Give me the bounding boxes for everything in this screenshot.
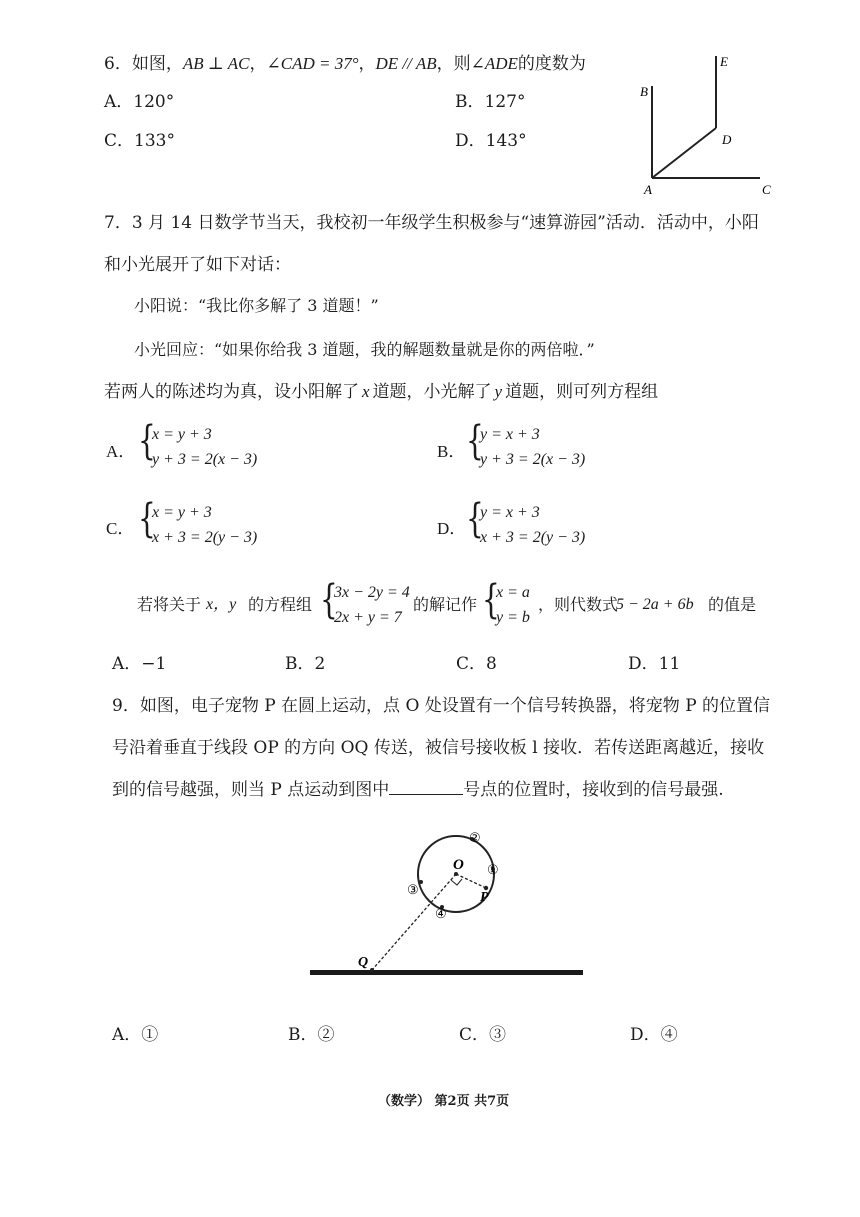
q9-stem-text: 到的信号越强，则当 P 点运动到图中 xyxy=(112,780,390,800)
option-label: D． xyxy=(628,654,659,674)
option-value: 8 xyxy=(486,654,497,674)
q8-stem-text: 若将关于 xyxy=(137,595,202,614)
option-value: 133° xyxy=(134,131,175,151)
right-angle-mark xyxy=(451,879,462,885)
q7-var-x: x xyxy=(362,382,370,401)
option-label: A． xyxy=(106,442,136,461)
option-value: 2 xyxy=(314,654,326,674)
q6-comma: ， xyxy=(249,54,267,74)
equation: x = a xyxy=(496,584,530,601)
label-e: E xyxy=(720,54,728,69)
option-label: B． xyxy=(455,92,485,112)
label-b: B xyxy=(640,84,648,99)
q8-stem-text: 的解记作 xyxy=(413,595,478,614)
brace: { xyxy=(138,418,156,464)
brace: { xyxy=(482,577,500,623)
option-label: C． xyxy=(459,1025,490,1045)
q6-stem-text: 如图， xyxy=(131,54,183,74)
option-label: D． xyxy=(437,519,467,538)
brace: { xyxy=(466,496,484,542)
option-value: ② xyxy=(317,1025,335,1045)
equation: x + 3 = 2(y − 3) xyxy=(480,529,586,546)
q6-option-a[interactable] xyxy=(104,92,174,112)
option-value: −1 xyxy=(141,654,167,674)
q8-expression: 5 − 2a + 6b xyxy=(616,596,694,613)
q7-stem-text: 若两人的陈述均为真，设小阳解了 xyxy=(104,382,359,402)
q6-option-c[interactable] xyxy=(104,131,175,151)
option-label: C． xyxy=(106,519,135,538)
equation: 3x − 2y = 4 xyxy=(334,584,410,601)
option-label: A． xyxy=(112,1025,142,1045)
q6-stem xyxy=(104,54,586,74)
q9-option-d[interactable] xyxy=(630,1025,678,1045)
q7-stem-text: 道题，则可列方程组 xyxy=(505,382,659,402)
q9-stem-line1: 9．如图，电子宠物 P 在圆上运动，点 O 处设置有一个信号转换器，将宠物 P 的位置信 xyxy=(112,696,771,716)
q6-perpendicular: AB ⊥ AC xyxy=(182,54,250,73)
brace: { xyxy=(320,577,338,623)
q7-stem-line2: 和小光展开了如下对话： xyxy=(104,255,291,275)
option-value: 120° xyxy=(133,92,175,112)
q7-stem-line3 xyxy=(104,382,658,402)
q9-option-a[interactable] xyxy=(112,1025,158,1045)
point-q xyxy=(370,968,374,972)
option-value: ④ xyxy=(660,1025,678,1045)
label-q: Q xyxy=(358,955,369,970)
option-label: C． xyxy=(456,654,487,674)
q9-answer-blank[interactable] xyxy=(389,780,463,795)
option-value: ① xyxy=(141,1025,159,1045)
equation: x = y + 3 xyxy=(152,504,212,521)
page-footer: （数学） 第2页 共7页 xyxy=(378,1094,510,1109)
q8-option-b[interactable] xyxy=(285,654,325,674)
option-value: 143° xyxy=(485,131,527,151)
q6-figure xyxy=(630,48,780,198)
point-3 xyxy=(419,880,423,884)
q9-stem-text: 号点的位置时，接收到的信号最强. xyxy=(463,780,724,800)
label-c: C xyxy=(762,182,771,197)
equation: y = x + 3 xyxy=(480,504,540,521)
q6-stem-text: ，则 xyxy=(436,54,471,74)
option-label: A． xyxy=(112,654,142,674)
equation: x + 3 = 2(y − 3) xyxy=(152,529,258,546)
label-1: ① xyxy=(487,862,499,877)
option-label: B． xyxy=(437,442,466,461)
option-label: C． xyxy=(104,131,135,151)
segment-ad xyxy=(652,128,716,178)
brace: { xyxy=(466,418,484,464)
q9-stem-line3 xyxy=(112,780,724,800)
q8-stem-text: ，则代数式 xyxy=(538,595,619,614)
q8-stem-text: 的方程组 xyxy=(248,595,313,614)
equation: y = b xyxy=(496,609,530,626)
q9-option-c[interactable] xyxy=(459,1025,506,1045)
option-value: 11 xyxy=(658,654,681,674)
q6-option-b[interactable] xyxy=(455,92,525,112)
q7-quote-xiaoyang: 小阳说：“我比你多解了 3 道题！” xyxy=(134,296,379,315)
q9-figure xyxy=(300,820,600,985)
q6-comma: ， xyxy=(358,54,376,74)
equation: y + 3 = 2(x − 3) xyxy=(152,451,258,468)
label-3: ③ xyxy=(407,882,419,897)
option-label: D． xyxy=(455,131,486,151)
receiver-board xyxy=(310,970,583,975)
q7-quote-xiaoguang: 小光回应：“如果你给我 3 道题，我的解题数量就是你的两倍啦．” xyxy=(134,340,595,359)
option-label: B． xyxy=(285,654,315,674)
q8-option-c[interactable] xyxy=(456,654,497,674)
option-label: A． xyxy=(104,92,134,112)
equation: 2x + y = 7 xyxy=(334,609,402,626)
label-a: A xyxy=(644,182,652,197)
q6-stem-text: 的度数为 xyxy=(517,54,586,74)
equation: y + 3 = 2(x − 3) xyxy=(480,451,586,468)
equation: x = y + 3 xyxy=(152,426,212,443)
option-label: B． xyxy=(288,1025,318,1045)
label-d: D xyxy=(722,132,732,147)
equation: y = x + 3 xyxy=(480,426,540,443)
brace: { xyxy=(138,496,156,542)
q7-var-y: y xyxy=(494,382,503,401)
label-2: ② xyxy=(469,830,481,845)
option-value: ③ xyxy=(489,1025,507,1045)
q8-option-a[interactable] xyxy=(112,654,166,674)
q6-parallel: DE // AB xyxy=(375,54,437,73)
q7-stem-line1: 7．3 月 14 日数学节当天，我校初一年级学生积极参与“速算游园”活动．活动中，小阳 xyxy=(104,213,759,233)
q8-stem-text: 的值是 xyxy=(708,595,757,614)
label-4: ④ xyxy=(435,906,447,921)
q6-angle-cad: ∠CAD = 37° xyxy=(266,54,359,73)
q8-vars: x，y xyxy=(206,596,237,613)
q6-option-d[interactable] xyxy=(455,131,527,151)
label-p: P xyxy=(480,890,489,905)
q8-option-d[interactable] xyxy=(628,654,680,674)
q7-stem-text: 道题，小光解了 xyxy=(372,382,492,402)
option-value: 127° xyxy=(484,92,526,112)
option-label: D． xyxy=(630,1025,661,1045)
label-o: O xyxy=(453,857,464,873)
q9-stem-line2: 号沿着垂直于线段 OP 的方向 OQ 传送，被信号接收板 l 接收．若传送距离越近，接收 xyxy=(112,738,765,758)
q6-angle-ade: ∠ADE xyxy=(470,54,518,73)
q9-option-b[interactable] xyxy=(288,1025,335,1045)
q6-number: 6． xyxy=(104,54,132,74)
